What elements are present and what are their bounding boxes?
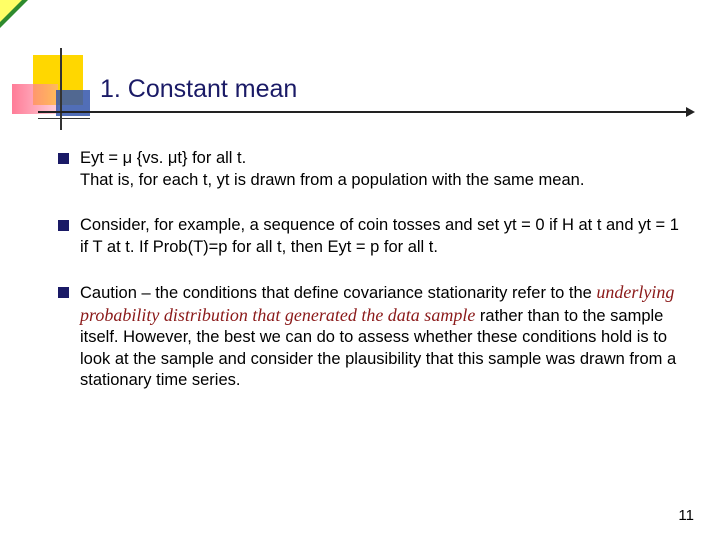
arrow-head-icon — [686, 107, 695, 117]
bullet-item — [58, 215, 686, 258]
bullet-item — [58, 148, 686, 191]
bullet-item — [58, 282, 686, 392]
slide-title: 1. Constant mean — [100, 75, 298, 103]
page-number: 11 — [678, 507, 694, 524]
bullet-text: rather than to the sample itself. However, the best we can do to assess whether these conditions hold is to look at the sample and consider the plausibility that this sample was drawn from a stationary time series. — [80, 306, 677, 389]
bullet-list — [58, 148, 686, 392]
square-bullet-icon — [58, 220, 69, 231]
square-bullet-icon — [58, 153, 69, 164]
bullet-text: Consider, for example, a sequence of coin tosses and set yt = 0 if H at t and yt = 1 if T at t. If Prob(T)=p for all t, then Eyt = p for all t. — [80, 216, 679, 256]
bullet-text: Caution – the conditions that define covariance stationarity refer to the — [80, 284, 597, 302]
title-underline — [38, 111, 688, 113]
decorative-red-bar — [12, 84, 58, 114]
square-bullet-icon — [58, 287, 69, 298]
bullet-text-line1: Eyt = μ {vs. μt} for all t. — [80, 149, 247, 167]
emphasized-text: underlying probability distribution that generated the data sample — [80, 282, 675, 325]
bullet-text-line2: That is, for each t, yt is drawn from a population with the same mean. — [80, 170, 585, 189]
decorative-horizontal-line — [38, 118, 90, 119]
